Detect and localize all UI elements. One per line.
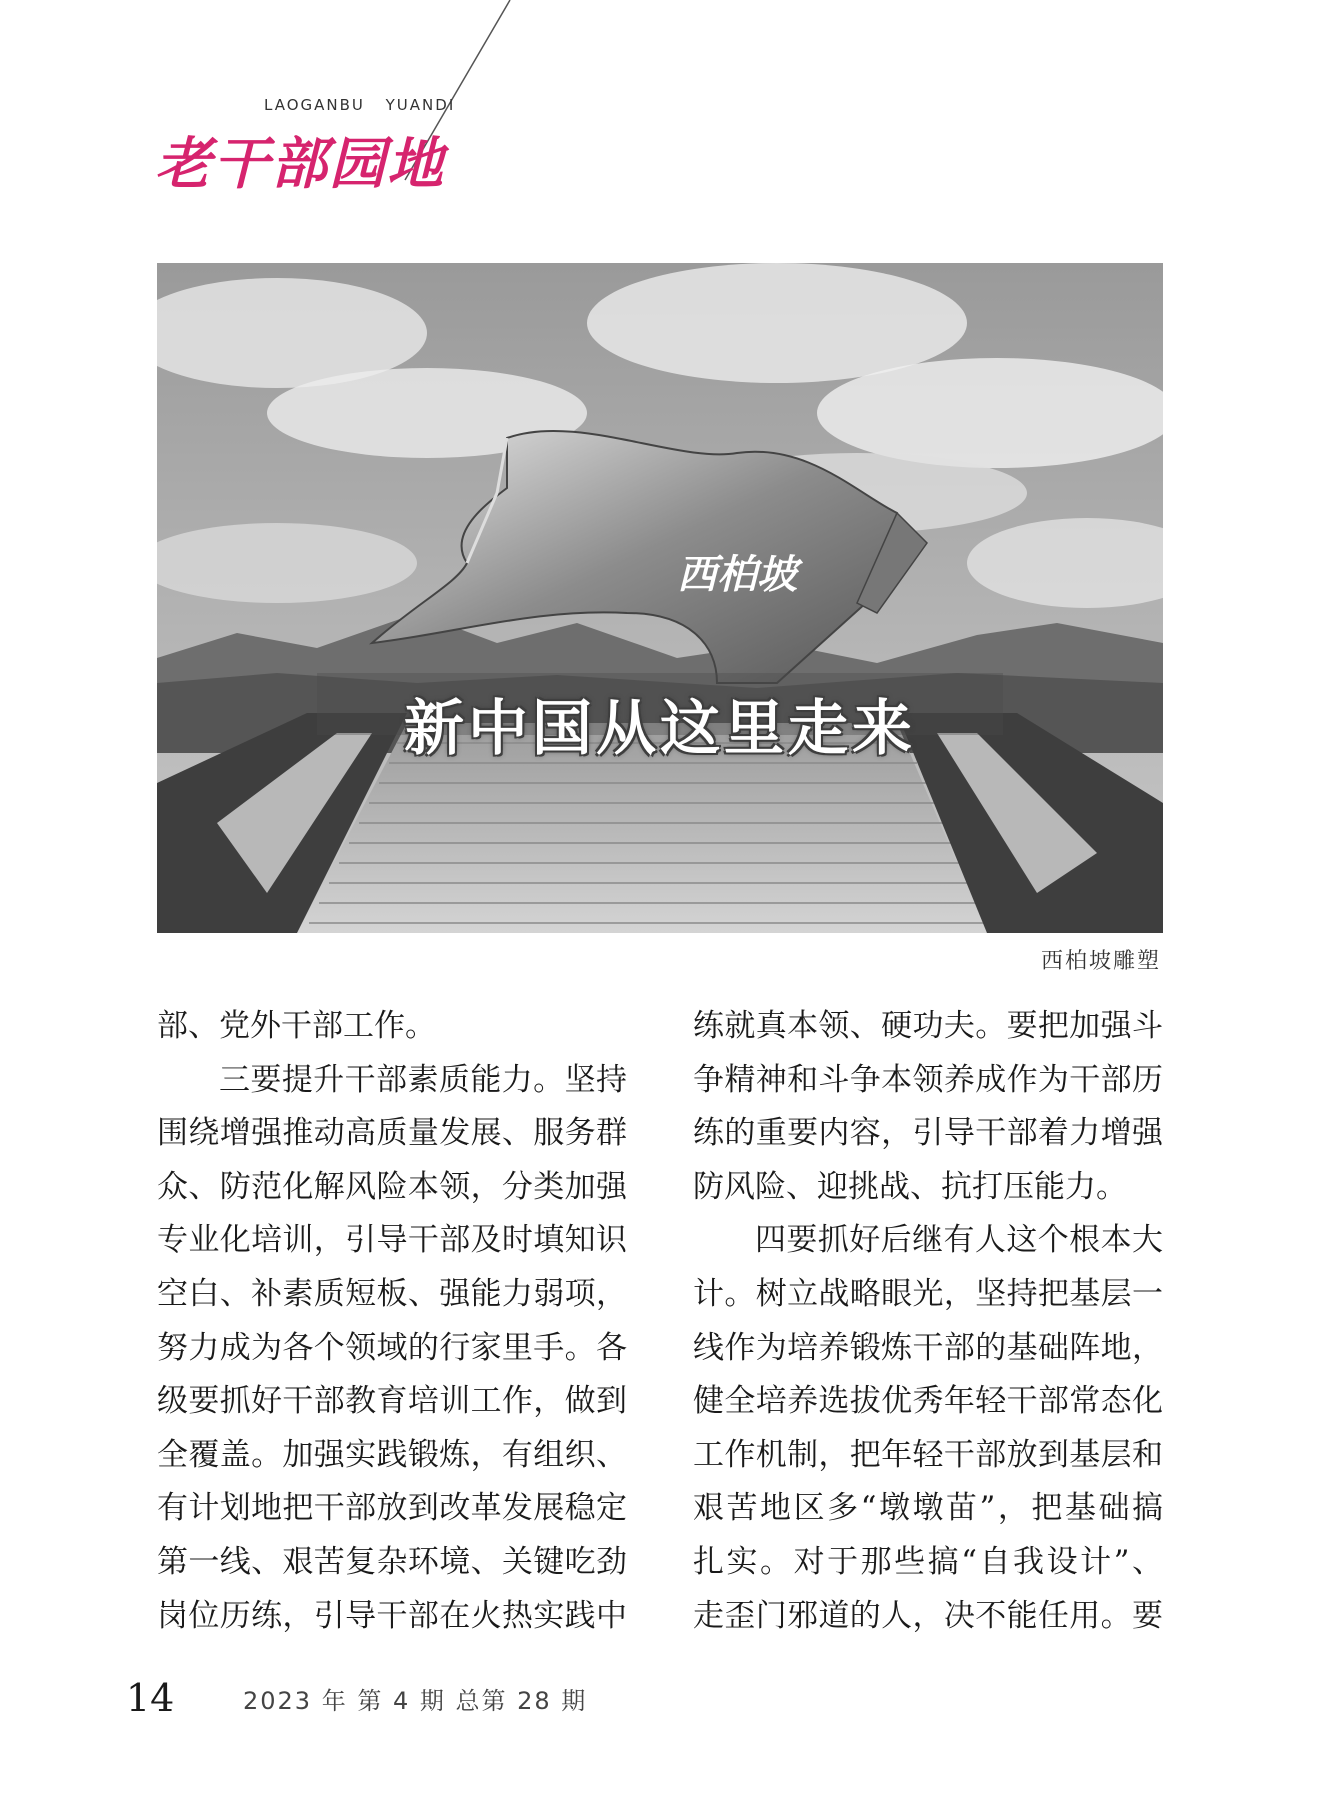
text-line: 争精神和斗争本领养成作为干部历	[693, 1061, 1163, 1098]
text-line: 工作机制，把年轻干部放到基层和	[693, 1436, 1163, 1473]
sculpture-sign-text: 西柏坡	[677, 551, 797, 598]
issue-info: 2023 年 第 4 期 总第 28 期	[243, 1687, 588, 1715]
text-line: 第一线、艰苦复杂环境、关键吃劲	[157, 1543, 627, 1580]
text-line: 岗位历练，引导干部在火热实践中	[157, 1597, 627, 1634]
text-line: 计。树立战略眼光，坚持把基层一	[693, 1275, 1163, 1312]
text-line: 级要抓好干部教育培训工作，做到	[157, 1383, 627, 1420]
text-line: 众、防范化解风险本领，分类加强	[157, 1168, 627, 1205]
photo-caption: 西柏坡雕塑	[1040, 949, 1161, 974]
header-logo-title: 老干部园地	[155, 131, 445, 197]
text-line: 走歪门邪道的人，决不能任用。要	[693, 1597, 1163, 1634]
sculpture-photo	[157, 263, 1163, 933]
text-line: 健全培养选拔优秀年轻干部常态化	[693, 1383, 1163, 1420]
text-line: 部、党外干部工作。	[157, 1008, 436, 1044]
page-number: 14	[126, 1676, 175, 1720]
text-line: 专业化培训，引导干部及时填知识	[157, 1222, 627, 1259]
text-line: 扎实。对于那些搞“自我设计”、	[693, 1543, 1163, 1580]
text-line: 练就真本领、硬功夫。要把加强斗	[693, 1008, 1163, 1044]
text-line: 练的重要内容，引导干部着力增强	[693, 1115, 1163, 1152]
text-line: 三要提升干部素质能力。坚持	[219, 1061, 627, 1098]
text-line: 线作为培养锻炼干部的基础阵地，	[693, 1329, 1163, 1366]
article-right-column	[693, 1000, 1163, 1643]
text-line: 艰苦地区多“墩墩苗”，把基础搞	[693, 1490, 1163, 1527]
text-line: 防风险、迎挑战、抗打压能力。	[693, 1168, 1127, 1205]
text-line: 四要抓好后继有人这个根本大	[755, 1222, 1163, 1259]
text-line: 努力成为各个领域的行家里手。各	[157, 1329, 627, 1366]
text-line: 空白、补素质短板、强能力弱项，	[157, 1275, 627, 1312]
text-line: 围绕增强推动高质量发展、服务群	[157, 1115, 627, 1152]
photo-headline: 新中国从这里走来	[404, 694, 916, 764]
text-line: 全覆盖。加强实践锻炼，有组织、	[157, 1436, 627, 1473]
text-line: 有计划地把干部放到改革发展稳定	[157, 1490, 627, 1527]
article-left-column	[157, 1000, 627, 1643]
header-pinyin: LAOGANBU YUANDI	[264, 96, 456, 114]
